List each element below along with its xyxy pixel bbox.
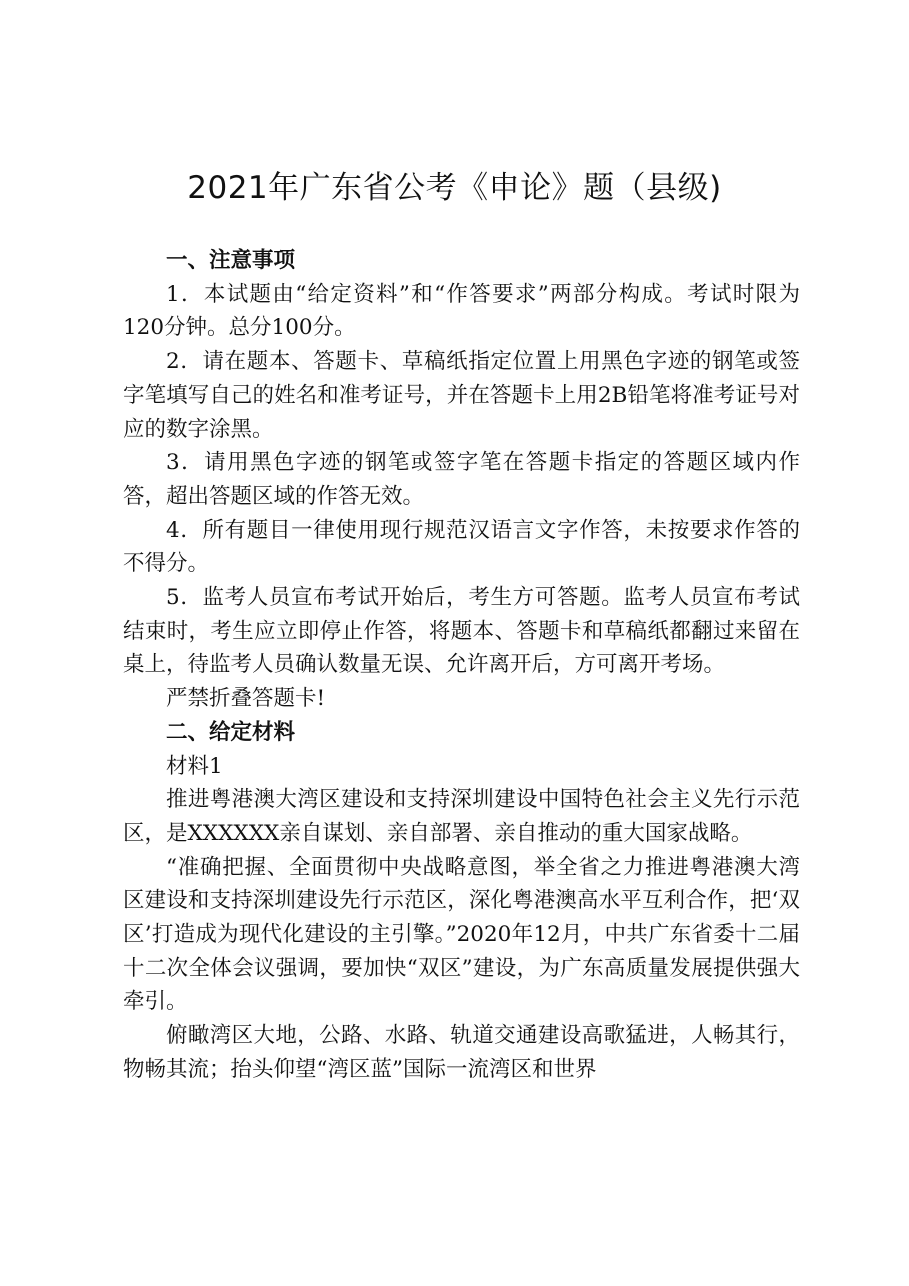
material-paragraph-1: 推进粤港澳大湾区建设和支持深圳建设中国特色社会主义先行示范区，是XXXXXX亲自谋划、亲自部署、亲自推动的重大国家战略。 (123, 787, 800, 846)
section-heading-notes: 一、注意事项 (166, 248, 296, 273)
material-paragraph-2: “准确把握、全面贯彻中央战略意图，举全省之力推进粤港澳大湾区建设和支持深圳建设先行示范区，深化粤港澳高水平互利合作，把‘双区’打造成为现代化建设的主引擎。”2020年12月，中共广东省委十二届十二次全体会议强调，要加快“双区”建设，为广东高质量发展提供强大牵引。 (123, 854, 800, 1015)
note-paragraph-4: 4．所有题目一律使用现行规范汉语言文字作答，未按要求作答的不得分。 (123, 517, 800, 577)
note-paragraph-2: 2．请在题本、答题卡、草稿纸指定位置上用黑色字迹的钢笔或签字笔填写自己的姓名和准考证号，并在答题卡上用2B铅笔将准考证号对应的数字涂黑。 (123, 349, 800, 442)
note-paragraph-5: 5．监考人员宣布考试开始后，考生方可答题。监考人员宣布考试结束时，考生应立即停止作答，将题本、答题卡和草稿纸都翻过来留在桌上，待监考人员确认数量无误、允许离开后，方可离开考场。 (123, 585, 800, 678)
material-paragraph-3: 俯瞰湾区大地，公路、水路、轨道交通建设高歌猛进，人畅其行，物畅其流；抬头仰望“湾区蓝”国际一流湾区和世界 (123, 1023, 800, 1082)
section-heading-materials: 二、给定材料 (166, 719, 296, 745)
document-title: 2021年广东省公考《申论》题（县级) (187, 170, 722, 206)
note-paragraph-3: 3．请用黑色字迹的钢笔或签字笔在答题卡指定的答题区域内作答，超出答题区域的作答无效。 (123, 450, 800, 509)
material-label: 材料1 (166, 753, 223, 779)
warning-line: 严禁折叠答题卡! (166, 686, 326, 712)
note-paragraph-1: 1．本试题由“给定资料”和“作答要求”两部分构成。考试时限为120分钟。总分100分。 (123, 281, 800, 341)
document-body (123, 244, 800, 1087)
